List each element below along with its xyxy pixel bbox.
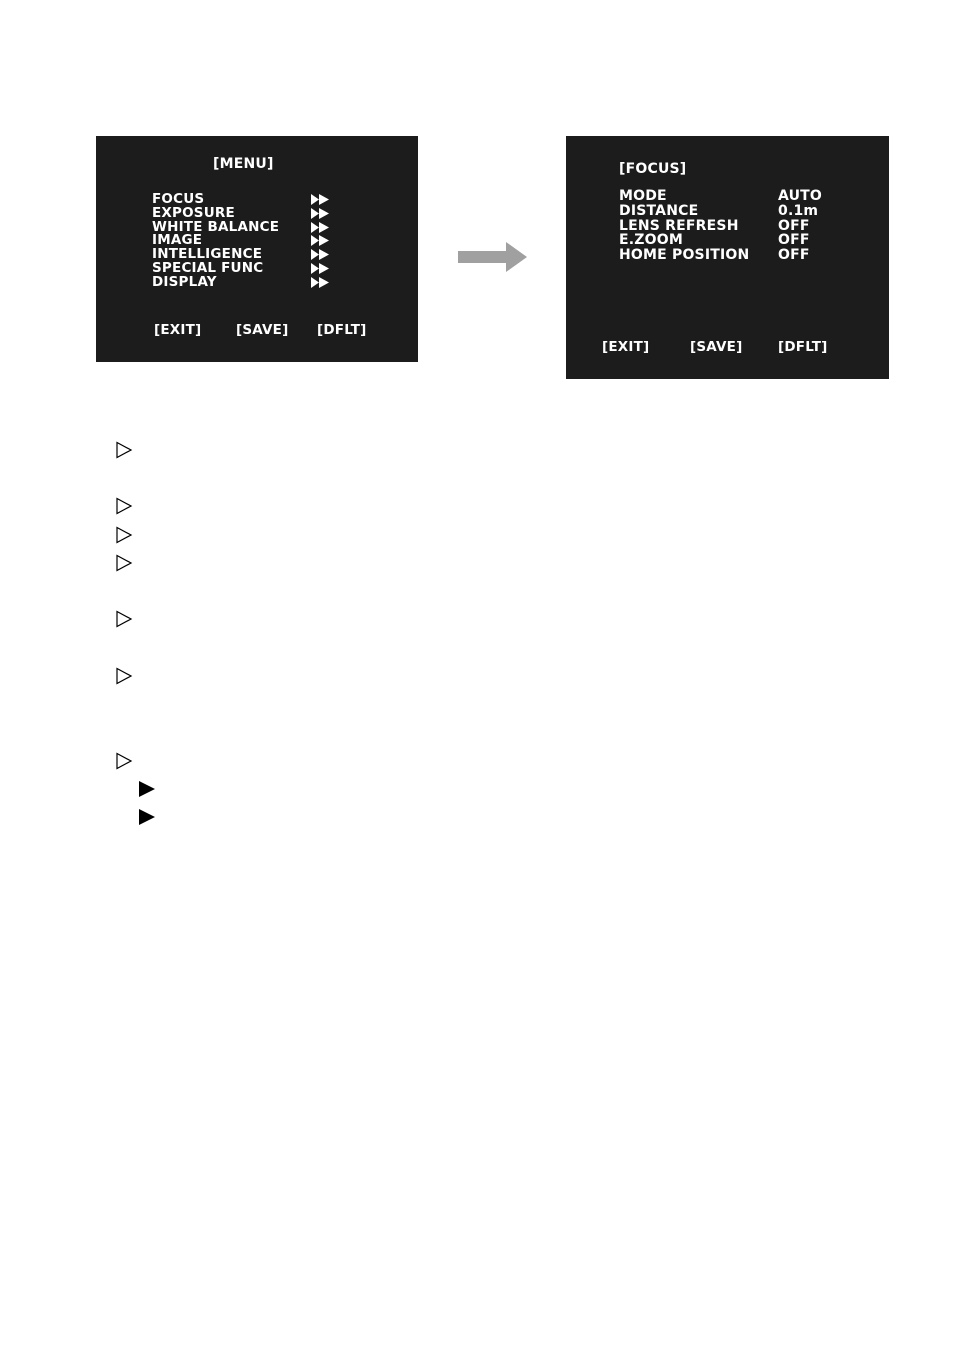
save-button[interactable]: [SAVE] — [236, 322, 289, 338]
double-arrow-icon — [311, 277, 331, 288]
focus-title: [FOCUS] — [619, 161, 687, 177]
hollow-triangle-bullet-icon — [115, 667, 133, 685]
default-button[interactable]: [DFLT] — [317, 322, 367, 338]
hollow-triangle-bullet-icon — [115, 441, 133, 459]
double-arrow-icon — [311, 249, 331, 260]
filled-triangle-bullet-icon — [138, 780, 156, 798]
hollow-triangle-bullet-icon — [115, 752, 133, 770]
setting-value: 0.1m — [778, 202, 819, 219]
focus-row-distance[interactable] — [619, 204, 839, 219]
setting-label: E.ZOOM — [619, 232, 683, 249]
exit-button[interactable]: [EXIT] — [154, 322, 202, 338]
focus-row-mode[interactable] — [619, 189, 839, 204]
focus-row-e-zoom[interactable] — [619, 233, 839, 248]
double-arrow-icon — [311, 194, 331, 205]
setting-value: AUTO — [778, 188, 823, 204]
menu-item-intelligence[interactable] — [152, 247, 342, 261]
menu-item-display[interactable] — [152, 275, 342, 289]
double-arrow-icon — [311, 263, 331, 274]
focus-row-home-position[interactable] — [619, 248, 839, 263]
menu-item-label: EXPOSURE — [152, 204, 235, 221]
menu-item-focus[interactable] — [152, 192, 342, 206]
menu-item-exposure[interactable] — [152, 206, 342, 220]
hollow-triangle-bullet-icon — [115, 610, 133, 628]
hollow-triangle-bullet-icon — [115, 526, 133, 544]
setting-value: OFF — [778, 232, 810, 249]
default-button[interactable]: [DFLT] — [778, 339, 828, 355]
focus-screen — [566, 136, 889, 379]
menu-item-image[interactable] — [152, 233, 342, 247]
setting-value: OFF — [778, 217, 810, 234]
menu-screen — [96, 136, 418, 362]
menu-list — [152, 192, 342, 289]
double-arrow-icon — [311, 208, 331, 219]
hollow-triangle-bullet-icon — [115, 554, 133, 572]
hollow-triangle-bullet-icon — [115, 497, 133, 515]
menu-item-label: FOCUS — [152, 191, 205, 207]
focus-settings-list — [619, 189, 839, 263]
setting-label: LENS REFRESH — [619, 217, 739, 234]
focus-row-lens-refresh[interactable] — [619, 219, 839, 234]
setting-label: DISTANCE — [619, 202, 699, 219]
menu-item-label: WHITE BALANCE — [152, 218, 280, 235]
menu-item-white-balance[interactable] — [152, 220, 342, 234]
exit-button[interactable]: [EXIT] — [602, 339, 650, 355]
filled-triangle-bullet-icon — [138, 808, 156, 826]
right-arrow-icon — [456, 241, 528, 273]
menu-item-special-func[interactable] — [152, 261, 342, 275]
double-arrow-icon — [311, 222, 331, 233]
setting-label: HOME POSITION — [619, 247, 750, 264]
save-button[interactable]: [SAVE] — [690, 339, 743, 355]
setting-value: OFF — [778, 247, 810, 264]
menu-item-label: SPECIAL FUNC — [152, 259, 264, 276]
menu-title: [MENU] — [213, 156, 274, 172]
menu-item-label: IMAGE — [152, 232, 203, 249]
menu-item-label: DISPLAY — [152, 273, 217, 290]
menu-item-label: INTELLIGENCE — [152, 246, 263, 263]
double-arrow-icon — [311, 235, 331, 246]
setting-label: MODE — [619, 188, 667, 204]
